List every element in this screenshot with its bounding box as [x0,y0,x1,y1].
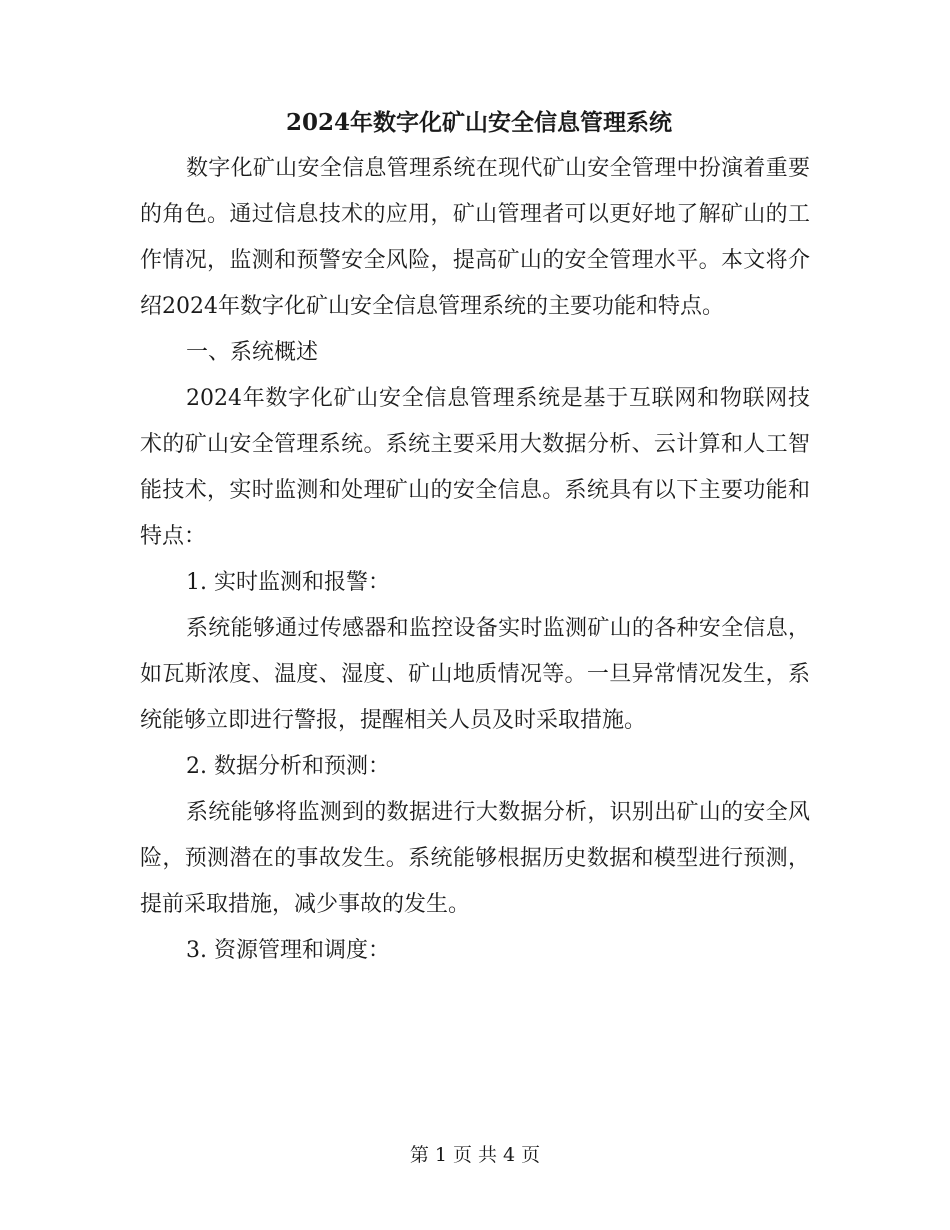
paragraph-overview: 2024年数字化矿山安全信息管理系统是基于互联网和物联网技术的矿山安全管理系统。系统主要采用大数据分析、云计算和人工智能技术，实时监测和处理矿山的安全信息。系统具有以下主要功能和特点： [140,386,810,549]
section-heading-overview: 一、系统概述 [186,340,319,365]
page-number-footer: 第 1 页 共 4 页 [409,1144,541,1166]
item-heading-data-analysis: 2. 数据分析和预测： [186,754,390,779]
paragraph-data-analysis: 系统能够将监测到的数据进行大数据分析，识别出矿山的安全风险，预测潜在的事故发生。系统能够根据历史数据和模型进行预测，提前采取措施，减少事故的发生。 [140,800,810,917]
item-heading-realtime-monitoring: 1. 实时监测和报警： [186,570,390,595]
paragraph-intro: 数字化矿山安全信息管理系统在现代矿山安全管理中扮演着重要的角色。通过信息技术的应用，矿山管理者可以更好地了解矿山的工作情况，监测和预警安全风险，提高矿山的安全管理水平。本文将介绍2024年数字化矿山安全信息管理系统的主要功能和特点。 [140,156,810,319]
paragraph-realtime-monitoring: 系统能够通过传感器和监控设备实时监测矿山的各种安全信息，如瓦斯浓度、温度、湿度、矿山地质情况等。一旦异常情况发生，系统能够立即进行警报，提醒相关人员及时采取措施。 [140,616,810,733]
document-title: 2024年数字化矿山安全信息管理系统 [285,109,672,136]
item-heading-resource-management: 3. 资源管理和调度： [186,938,390,963]
document-body [140,100,810,974]
